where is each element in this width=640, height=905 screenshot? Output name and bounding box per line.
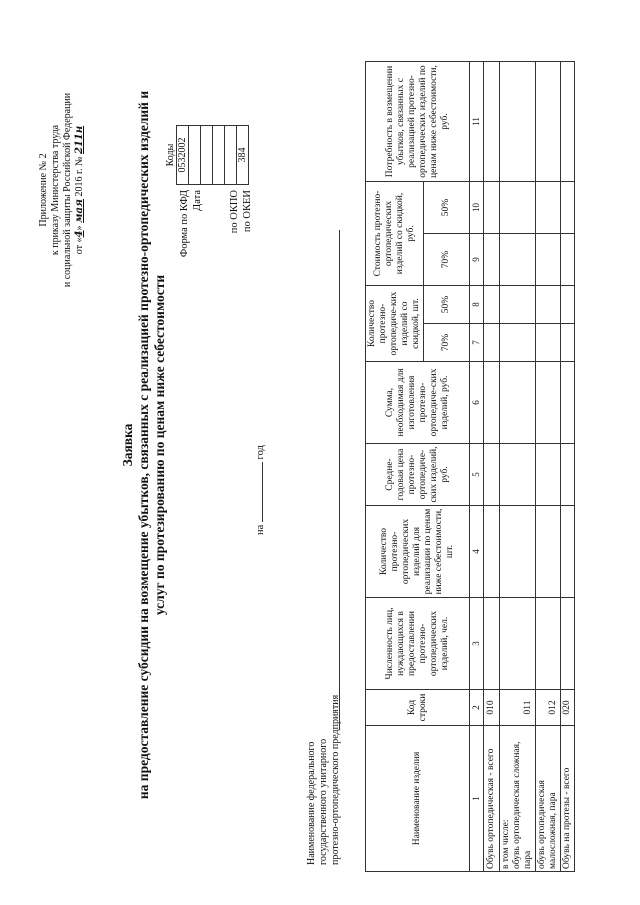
- date-month: мая: [74, 199, 85, 223]
- row-name: [500, 726, 536, 872]
- row-code: 012: [536, 690, 561, 726]
- document-title: [120, 65, 168, 825]
- header-quantity: Количество протезно-ортопедических изделий для реализации по ценам ниже себестоимости, шт.: [366, 506, 470, 598]
- main-table: [365, 61, 575, 872]
- codes-table: [165, 125, 249, 185]
- table-row: [536, 62, 561, 872]
- col-num-11: 11: [470, 62, 484, 182]
- col-num-10: 10: [470, 182, 484, 234]
- table-row: [561, 62, 575, 872]
- order-number: 211н: [74, 125, 85, 154]
- row-code: 010: [484, 690, 500, 726]
- period-prefix: на: [255, 522, 266, 535]
- appendix-line-3: и социальной защиты Российской Федерации: [62, 92, 73, 288]
- org-line-3: протезно-ортопедического предприятия: [330, 694, 341, 865]
- col-num-6: 6: [470, 362, 484, 444]
- col-num-8: 8: [470, 286, 484, 324]
- appendix-line-2: к приказу Министерства труда: [50, 124, 61, 256]
- title-line-1: на предоставление субсидии на возмещение убытков, связанных с реализацией протезно-ортопедических изделий и: [136, 90, 151, 800]
- header-cost-70: 70%: [424, 234, 470, 286]
- organization-label: [306, 445, 342, 865]
- row-code: 020: [561, 690, 575, 726]
- code-date: [189, 126, 201, 185]
- org-line-2: государственного унитарного: [318, 738, 329, 865]
- row-code: 011: [500, 690, 536, 726]
- col-num-2: 2: [470, 690, 484, 726]
- date-year: 2016 г. №: [74, 154, 85, 200]
- col-num-5: 5: [470, 444, 484, 506]
- table-row: [484, 62, 500, 872]
- code-okpo: [225, 126, 237, 185]
- label-date: Дата: [191, 190, 203, 211]
- col-num-9: 9: [470, 234, 484, 286]
- header-cost-discount: Стоимость протезно-ортопедических изделий со скидкой, руб.: [366, 182, 424, 286]
- col-num-3: 3: [470, 598, 484, 690]
- row-name-intro: в том числе:: [501, 819, 511, 869]
- label-okpo: по ОКПО: [229, 190, 240, 234]
- row-name: Обувь на протезы - всего: [561, 726, 575, 872]
- header-cost-50: 50%: [424, 182, 470, 234]
- header-name: Наименование изделия: [366, 726, 470, 872]
- row-name: Обувь ортопедическая - всего: [484, 726, 500, 872]
- date-prefix: от «: [74, 237, 85, 255]
- title-word: Заявка: [120, 423, 135, 467]
- appendix-note: [38, 35, 86, 345]
- appendix-line-1: Приложение № 2: [38, 153, 49, 227]
- header-persons: Численность лиц, нуждающихся в предоставлении протезно-ортопедических изделий, чел.: [366, 598, 470, 690]
- table-row: [500, 62, 536, 872]
- header-sum: Сумма, необходимая для изготовления протезно-ортопедиче-ских изделий, руб.: [366, 362, 470, 444]
- codes-header: Коды: [165, 126, 177, 185]
- col-num-4: 4: [470, 506, 484, 598]
- row-name-main: обувь ортопедическая сложная, пара: [512, 741, 533, 869]
- header-code: Код строки: [366, 690, 470, 726]
- code-empty-2: [213, 126, 225, 185]
- label-form: Форма по КФД: [179, 190, 190, 258]
- header-qty-70: 70%: [424, 324, 470, 362]
- col-num-7: 7: [470, 324, 484, 362]
- code-okei: 384: [237, 126, 249, 185]
- period-line: [255, 445, 266, 535]
- date-day: 4: [74, 230, 85, 238]
- row-name: обувь ортопедическая малосложная, пара: [536, 726, 561, 872]
- header-qty-50: 50%: [424, 286, 470, 324]
- header-need: Потребность в возмещении убытков, связанных с реализацией протезно-ортопедических изделий по ценам ниже себестоимости, руб.: [366, 62, 470, 182]
- title-line-2: услуг по протезированию по ценам ниже себестоимости: [152, 274, 167, 616]
- org-line-1: Наименование федерального: [306, 741, 317, 865]
- column-numbers-row: [470, 62, 484, 872]
- period-suffix: год: [255, 445, 266, 463]
- code-kfd: 0532002: [177, 126, 189, 185]
- code-empty-1: [201, 126, 213, 185]
- col-num-1: 1: [470, 726, 484, 872]
- form-codes-labels: [179, 190, 254, 280]
- label-okei: по ОКЕИ: [241, 190, 253, 233]
- appendix-date-line: [74, 35, 86, 345]
- date-mid: »: [74, 222, 85, 231]
- form-codes-block: [165, 125, 253, 258]
- organization-underline: [339, 230, 340, 730]
- header-qty-discount: Количество протезно-ортопедиче-ких изделий со скидкой, шт.: [366, 286, 424, 362]
- header-avg-price: Средне-годовая цена протезно-ортопедиче-ских изделий, руб.: [366, 444, 470, 506]
